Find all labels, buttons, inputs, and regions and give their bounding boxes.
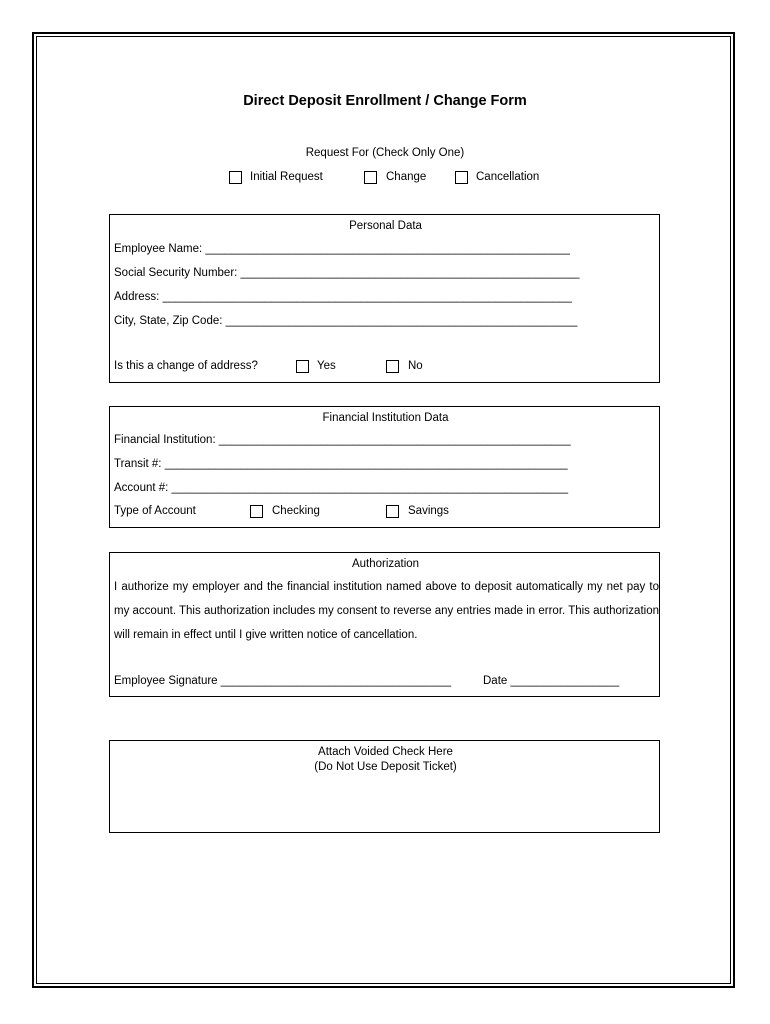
financial-institution-field[interactable]: Financial Institution: _______________________________________________________ <box>114 434 571 446</box>
checking-label: Checking <box>272 505 320 517</box>
address-change-no-checkbox[interactable] <box>386 360 399 373</box>
transit-field[interactable]: Transit #: _______________________________________________________________ <box>114 458 568 470</box>
voided-check-section <box>109 740 660 833</box>
employee-signature-field[interactable]: Employee Signature ____________________________________ <box>114 675 452 687</box>
address-field[interactable]: Address: ________________________________________________________________ <box>114 291 572 303</box>
initial-request-label: Initial Request <box>250 171 323 183</box>
personal-data-section <box>109 214 660 383</box>
cancellation-label: Cancellation <box>476 171 540 183</box>
ssn-field[interactable]: Social Security Number: _____________________________________________________ <box>114 267 580 279</box>
authorization-heading: Authorization <box>351 558 420 570</box>
financial-data-section <box>109 406 660 528</box>
voided-check-label: Attach Voided Check Here <box>318 746 453 758</box>
city-state-zip-field[interactable]: City, State, Zip Code: _______________________________________________________ <box>114 315 578 327</box>
authorization-text: I authorize my employer and the financial institution named above to deposit automatically my net pay to my account. This authorization includes my consent to reverse any entries made in error. This authorization will remain in effect until I give written notice of cancellation. <box>114 581 659 641</box>
form-title: Direct Deposit Enrollment / Change Form <box>243 93 527 109</box>
change-label: Change <box>386 171 427 183</box>
address-change-question: Is this a change of address? <box>114 360 258 372</box>
deposit-ticket-note: (Do Not Use Deposit Ticket) <box>314 761 457 773</box>
cancellation-checkbox[interactable] <box>455 171 468 184</box>
yes-label: Yes <box>317 360 336 372</box>
address-change-yes-checkbox[interactable] <box>296 360 309 373</box>
savings-checkbox[interactable] <box>386 505 399 518</box>
employee-name-field[interactable]: Employee Name: _________________________________________________________ <box>114 243 570 255</box>
request-label: Request For (Check Only One) <box>305 147 465 159</box>
change-checkbox[interactable] <box>364 171 377 184</box>
initial-request-checkbox[interactable] <box>229 171 242 184</box>
savings-label: Savings <box>408 505 449 517</box>
no-label: No <box>408 360 423 372</box>
personal-data-heading: Personal Data <box>349 220 422 232</box>
account-type-label: Type of Account <box>114 505 196 517</box>
authorization-section <box>109 552 660 697</box>
date-field[interactable]: Date _________________ <box>483 675 620 687</box>
account-field[interactable]: Account #: ______________________________________________________________ <box>114 482 569 494</box>
financial-data-heading: Financial Institution Data <box>322 412 449 424</box>
checking-checkbox[interactable] <box>250 505 263 518</box>
